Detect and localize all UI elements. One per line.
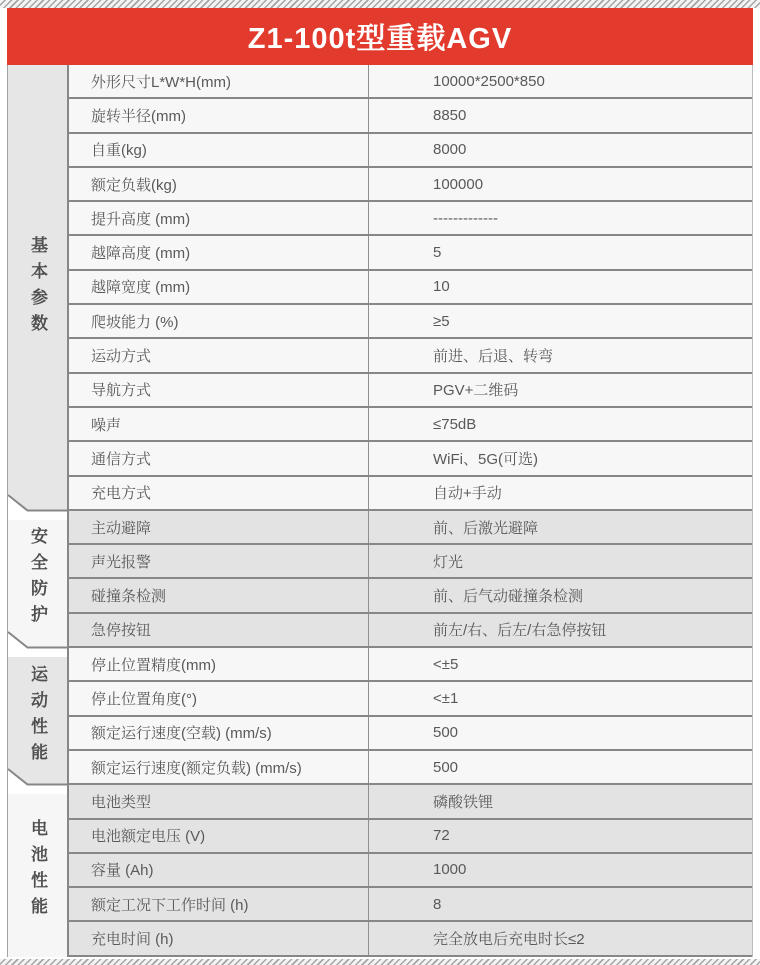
section-sidebar: [8, 785, 69, 956]
spec-value-cell: 10: [433, 278, 450, 296]
section-label: 基本参数: [28, 235, 47, 340]
spec-name-cell: 越障宽度 (mm): [69, 271, 369, 303]
spec-name-cell: 充电方式: [69, 477, 369, 509]
spec-value-cell: 5: [433, 244, 442, 262]
spec-name-cell: 电池类型: [69, 785, 369, 817]
spec-value-cell: WiFi、5G(可选): [433, 450, 538, 468]
spec-row: [69, 888, 752, 922]
spec-row: [69, 682, 752, 716]
spec-name-cell: 额定运行速度(空载) (mm/s): [69, 717, 369, 749]
spec-value-cell: 8000: [433, 141, 467, 159]
spec-section: [8, 785, 752, 956]
spec-row: [69, 545, 752, 579]
spec-name-cell: 额定工况下工作时间 (h): [69, 888, 369, 920]
spec-row: [69, 614, 752, 648]
spec-row: [69, 168, 752, 202]
spec-name-cell: 额定负载(kg): [69, 168, 369, 200]
spec-row: [69, 854, 752, 888]
spec-value-cell: 500: [433, 724, 459, 742]
spec-row: [69, 922, 752, 956]
spec-row: [69, 65, 752, 99]
spec-name-cell: 电池额定电压 (V): [69, 820, 369, 852]
section-sidebar: [8, 65, 69, 511]
section-rows: [69, 511, 752, 648]
spec-row: [69, 374, 752, 408]
spec-row: [69, 511, 752, 545]
spec-row: [69, 408, 752, 442]
section-rows: [69, 648, 752, 785]
spec-value-cell: 10000*2500*850: [433, 72, 545, 90]
spec-row: [69, 305, 752, 339]
spec-row: [69, 202, 752, 236]
spec-row: [69, 785, 752, 819]
section-rows: [69, 65, 752, 511]
section-sidebar: [8, 648, 69, 785]
spec-name-cell: 导航方式: [69, 374, 369, 406]
spec-name-cell: 运动方式: [69, 339, 369, 371]
spec-name-cell: 停止位置精度(mm): [69, 648, 369, 680]
hatch-border-bottom: [0, 959, 760, 965]
spec-section: [8, 511, 752, 648]
spec-value-cell: ≤75dB: [433, 415, 477, 433]
spec-value-cell: 前、后气动碰撞条检测: [433, 588, 584, 606]
spec-value-cell: <±1: [433, 689, 459, 707]
spec-row: [69, 820, 752, 854]
spec-row: [69, 717, 752, 751]
spec-value-cell: <±5: [433, 655, 459, 673]
spec-name-cell: 噪声: [69, 408, 369, 440]
spec-value-cell: PGV+二维码: [433, 382, 519, 400]
spec-row: [69, 751, 752, 785]
spec-name-cell: 额定运行速度(额定负载) (mm/s): [69, 751, 369, 783]
spec-name-cell: 声光报警: [69, 545, 369, 577]
spec-name-cell: 通信方式: [69, 442, 369, 474]
spec-value-cell: 前、后激光避障: [433, 519, 539, 537]
spec-name-cell: 主动避障: [69, 511, 369, 543]
spec-table: [7, 65, 753, 957]
spec-value-cell: 8850: [433, 106, 467, 124]
spec-value-cell: ≥5: [433, 312, 450, 330]
spec-row: [69, 236, 752, 270]
spec-value-cell: 前进、后退、转弯: [433, 348, 554, 366]
spec-section: [8, 65, 752, 511]
spec-name-cell: 提升高度 (mm): [69, 202, 369, 234]
spec-row: [69, 134, 752, 168]
spec-value-cell: 磷酸铁锂: [433, 793, 494, 811]
spec-row: [69, 339, 752, 373]
spec-value-cell: 500: [433, 758, 459, 776]
spec-row: [69, 442, 752, 476]
spec-row: [69, 648, 752, 682]
spec-row: [69, 271, 752, 305]
spec-name-cell: 充电时间 (h): [69, 922, 369, 954]
spec-name-cell: 急停按钮: [69, 614, 369, 646]
spec-name-cell: 自重(kg): [69, 134, 369, 166]
section-label: 安全防护: [28, 527, 47, 632]
spec-name-cell: 越障高度 (mm): [69, 236, 369, 268]
section-label: 电池性能: [28, 818, 47, 923]
spec-value-cell: 100000: [433, 175, 484, 193]
spec-value-cell: 灯光: [433, 553, 464, 571]
section-sidebar: [8, 511, 69, 648]
title-bar: [7, 8, 753, 65]
spec-value-cell: 前左/右、后左/右急停按钮: [433, 622, 607, 640]
section-rows: [69, 785, 752, 956]
spec-value-cell: 1000: [433, 861, 467, 879]
spec-value-cell: 72: [433, 827, 450, 845]
spec-row: [69, 99, 752, 133]
spec-section: [8, 648, 752, 785]
section-label: 运动性能: [28, 664, 47, 769]
spec-name-cell: 爬坡能力 (%): [69, 305, 369, 337]
hatch-border-top: [0, 0, 760, 8]
spec-name-cell: 容量 (Ah): [69, 854, 369, 886]
spec-value-cell: -------------: [433, 209, 498, 227]
spec-value-cell: 8: [433, 895, 442, 913]
spec-row: [69, 579, 752, 613]
page-title: Z1-100t型重载AGV: [247, 23, 513, 55]
spec-name-cell: 碰撞条检测: [69, 579, 369, 611]
spec-row: [69, 477, 752, 511]
spec-value-cell: 自动+手动: [433, 485, 502, 503]
spec-name-cell: 旋转半径(mm): [69, 99, 369, 131]
spec-name-cell: 停止位置角度(°): [69, 682, 369, 714]
spec-name-cell: 外形尺寸L*W*H(mm): [69, 65, 369, 97]
spec-value-cell: 完全放电后充电时长≤2: [433, 931, 585, 949]
